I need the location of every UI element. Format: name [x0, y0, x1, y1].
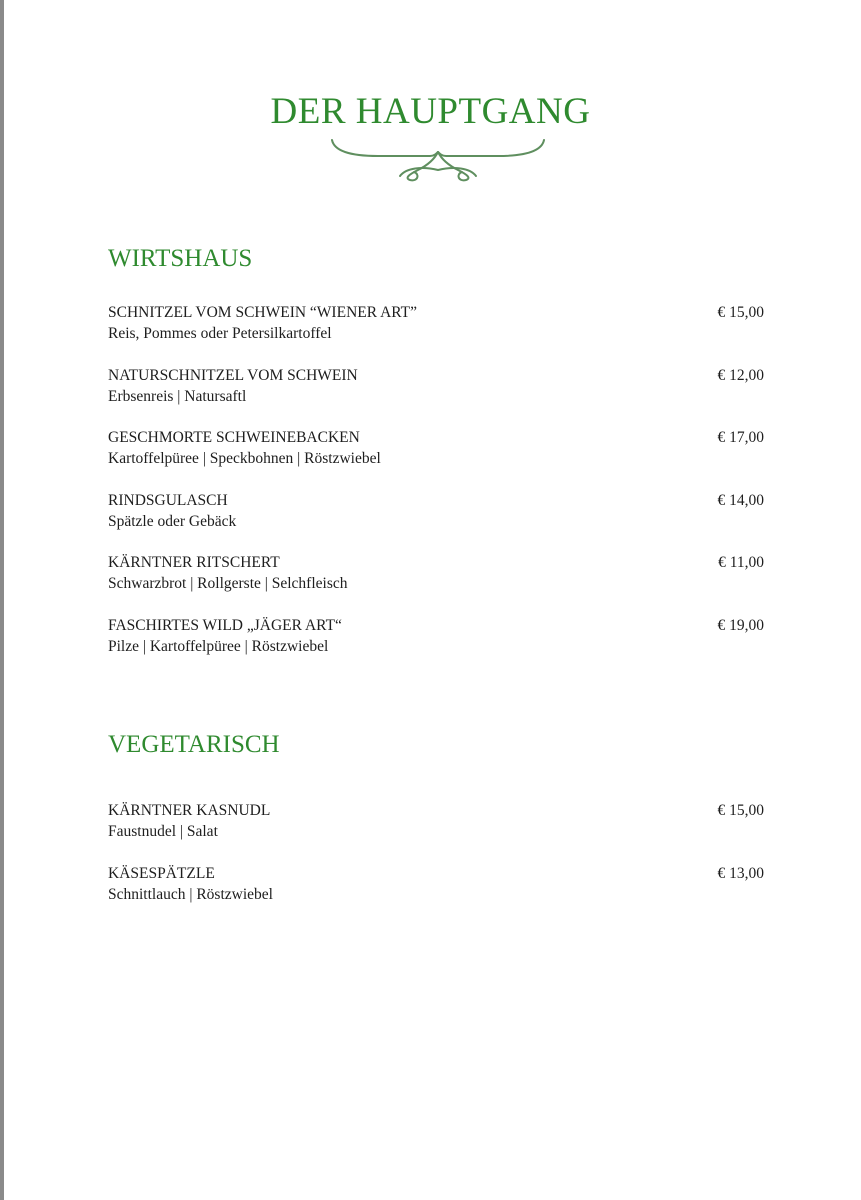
page-left-edge — [0, 0, 4, 1200]
section-heading-wirtshaus: WIRTSHAUS — [108, 245, 253, 272]
item-price: € 15,00 — [717, 304, 764, 321]
menu-item — [108, 616, 764, 660]
menu-item — [108, 303, 764, 347]
menu-item — [108, 864, 764, 908]
menu-item — [108, 366, 764, 410]
item-name: KÄRNTNER KASNUDL — [108, 802, 271, 819]
item-description: Faustnudel | Salat — [108, 823, 218, 840]
item-name: GESCHMORTE SCHWEINEBACKEN — [108, 429, 360, 446]
page-title: DER HAUPTGANG — [270, 91, 591, 132]
item-name: NATURSCHNITZEL VOM SCHWEIN — [108, 367, 358, 384]
menu-item — [108, 428, 764, 472]
item-price: € 19,00 — [717, 617, 764, 634]
menu-item — [108, 801, 764, 845]
section-heading-vegetarisch: VEGETARISCH — [108, 731, 280, 758]
item-description: Reis, Pommes oder Petersilkartoffel — [108, 325, 332, 342]
item-description: Schnittlauch | Röstzwiebel — [108, 886, 273, 903]
item-description: Schwarzbrot | Rollgerste | Selchfleisch — [108, 575, 348, 592]
item-description: Pilze | Kartoffelpüree | Röstzwiebel — [108, 638, 329, 655]
item-price: € 14,00 — [717, 492, 764, 509]
item-description: Kartoffelpüree | Speckbohnen | Röstzwiebel — [108, 450, 381, 467]
item-name: FASCHIRTES WILD „JÄGER ART“ — [108, 617, 342, 634]
item-price: € 12,00 — [717, 367, 764, 384]
menu-item — [108, 491, 764, 535]
item-name: RINDSGULASCH — [108, 492, 228, 509]
item-description: Spätzle oder Gebäck — [108, 513, 237, 530]
item-description: Erbsenreis | Natursaftl — [108, 388, 247, 405]
item-name: KÄSESPÄTZLE — [108, 865, 215, 882]
flourish-divider-icon — [330, 136, 546, 184]
item-price: € 13,00 — [717, 865, 764, 882]
item-price: € 15,00 — [717, 802, 764, 819]
item-name: KÄRNTNER RITSCHERT — [108, 554, 280, 571]
menu-item — [108, 553, 764, 597]
item-name: SCHNITZEL VOM SCHWEIN “WIENER ART” — [108, 304, 418, 321]
item-price: € 17,00 — [717, 429, 764, 446]
item-price: € 11,00 — [718, 554, 764, 571]
